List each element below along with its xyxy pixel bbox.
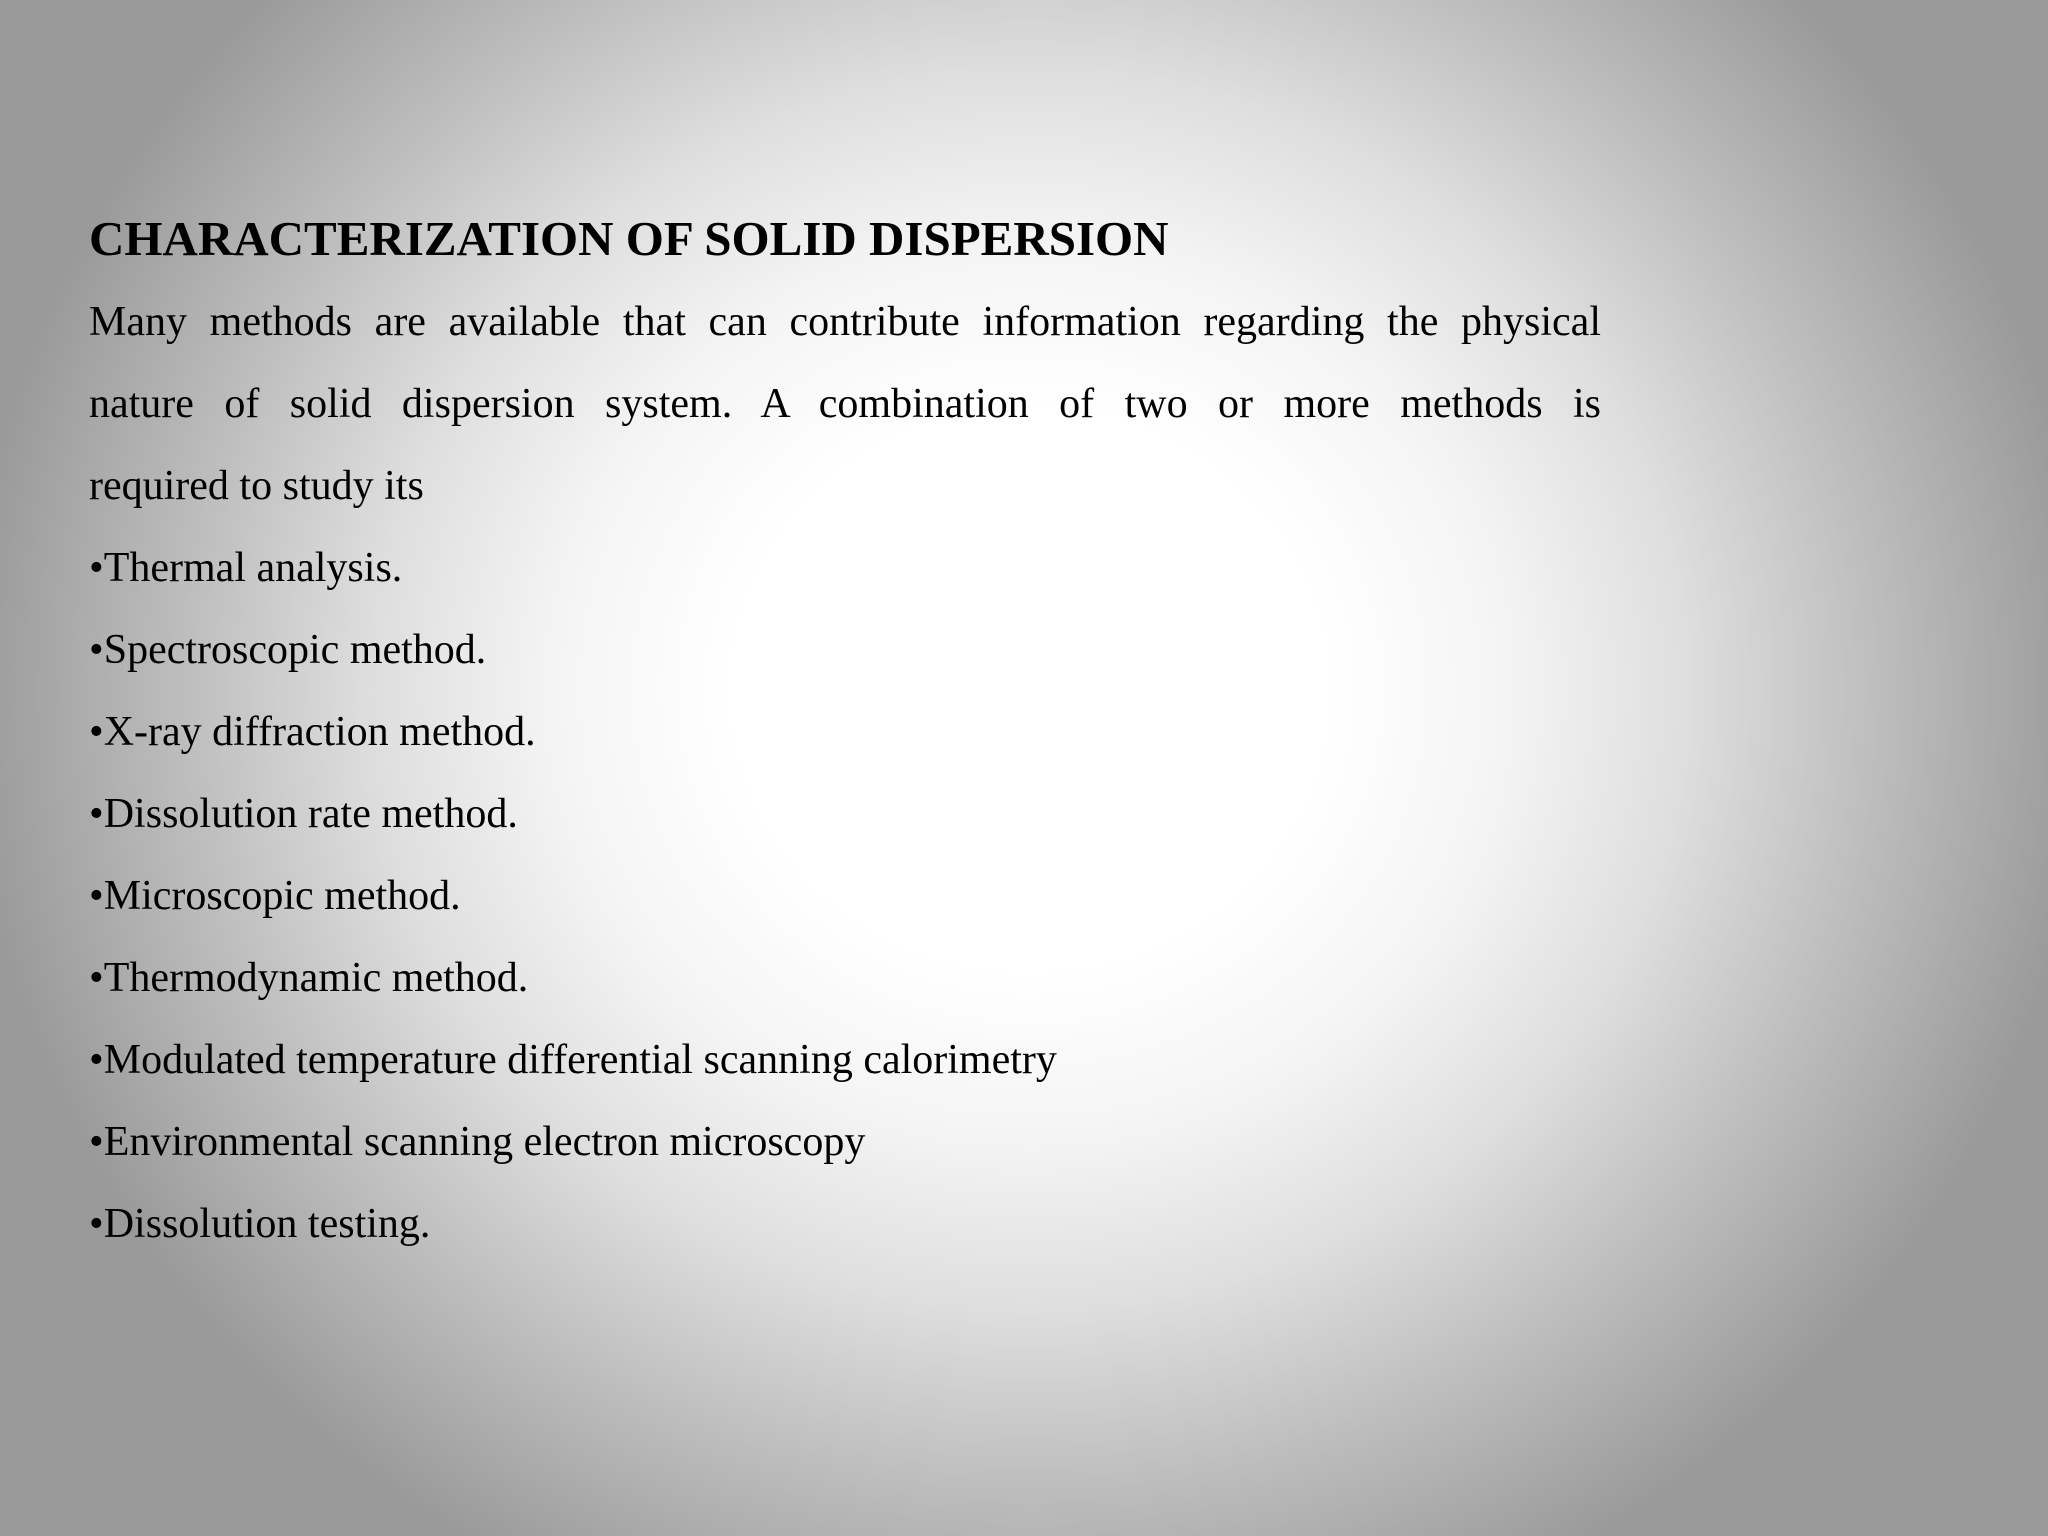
bullet-icon: • [89, 1119, 104, 1165]
list-item-text: Spectroscopic method. [103, 627, 487, 673]
list-item [89, 691, 1601, 773]
bullet-icon: • [89, 627, 104, 673]
paragraph-line: Many methods are available that can contribute information regarding the physical [89, 299, 1601, 345]
list-item [89, 609, 1601, 691]
list-item [89, 1019, 1601, 1101]
slide-content [89, 205, 1601, 1265]
bullet-icon: • [89, 545, 104, 591]
paragraph-line: nature of solid dispersion system. A combination of two or more methods is [89, 381, 1601, 427]
methods-list [89, 527, 1601, 1265]
list-item-text: Modulated temperature differential scanning calorimetry [103, 1037, 1057, 1083]
list-item [89, 773, 1601, 855]
list-item [89, 1183, 1601, 1265]
list-item-text: Microscopic method. [103, 873, 461, 919]
slide-title: CHARACTERIZATION OF SOLID DISPERSION [89, 211, 1169, 266]
bullet-icon: • [89, 1201, 104, 1247]
paragraph-line: required to study its [89, 463, 424, 509]
list-item-text: Environmental scanning electron microscopy [103, 1119, 866, 1165]
list-item-text: Thermodynamic method. [103, 955, 529, 1001]
bullet-icon: • [89, 873, 104, 919]
bullet-icon: • [89, 1037, 104, 1083]
list-item-text: Dissolution testing. [103, 1201, 431, 1247]
list-item-text: X-ray diffraction method. [103, 709, 536, 755]
bullet-icon: • [89, 791, 104, 837]
list-item [89, 937, 1601, 1019]
intro-paragraph [89, 281, 1601, 527]
list-item [89, 1101, 1601, 1183]
list-item-text: Dissolution rate method. [103, 791, 518, 837]
bullet-icon: • [89, 955, 104, 1001]
list-item [89, 527, 1601, 609]
list-item [89, 855, 1601, 937]
bullet-icon: • [89, 709, 104, 755]
list-item-text: Thermal analysis. [103, 545, 403, 591]
